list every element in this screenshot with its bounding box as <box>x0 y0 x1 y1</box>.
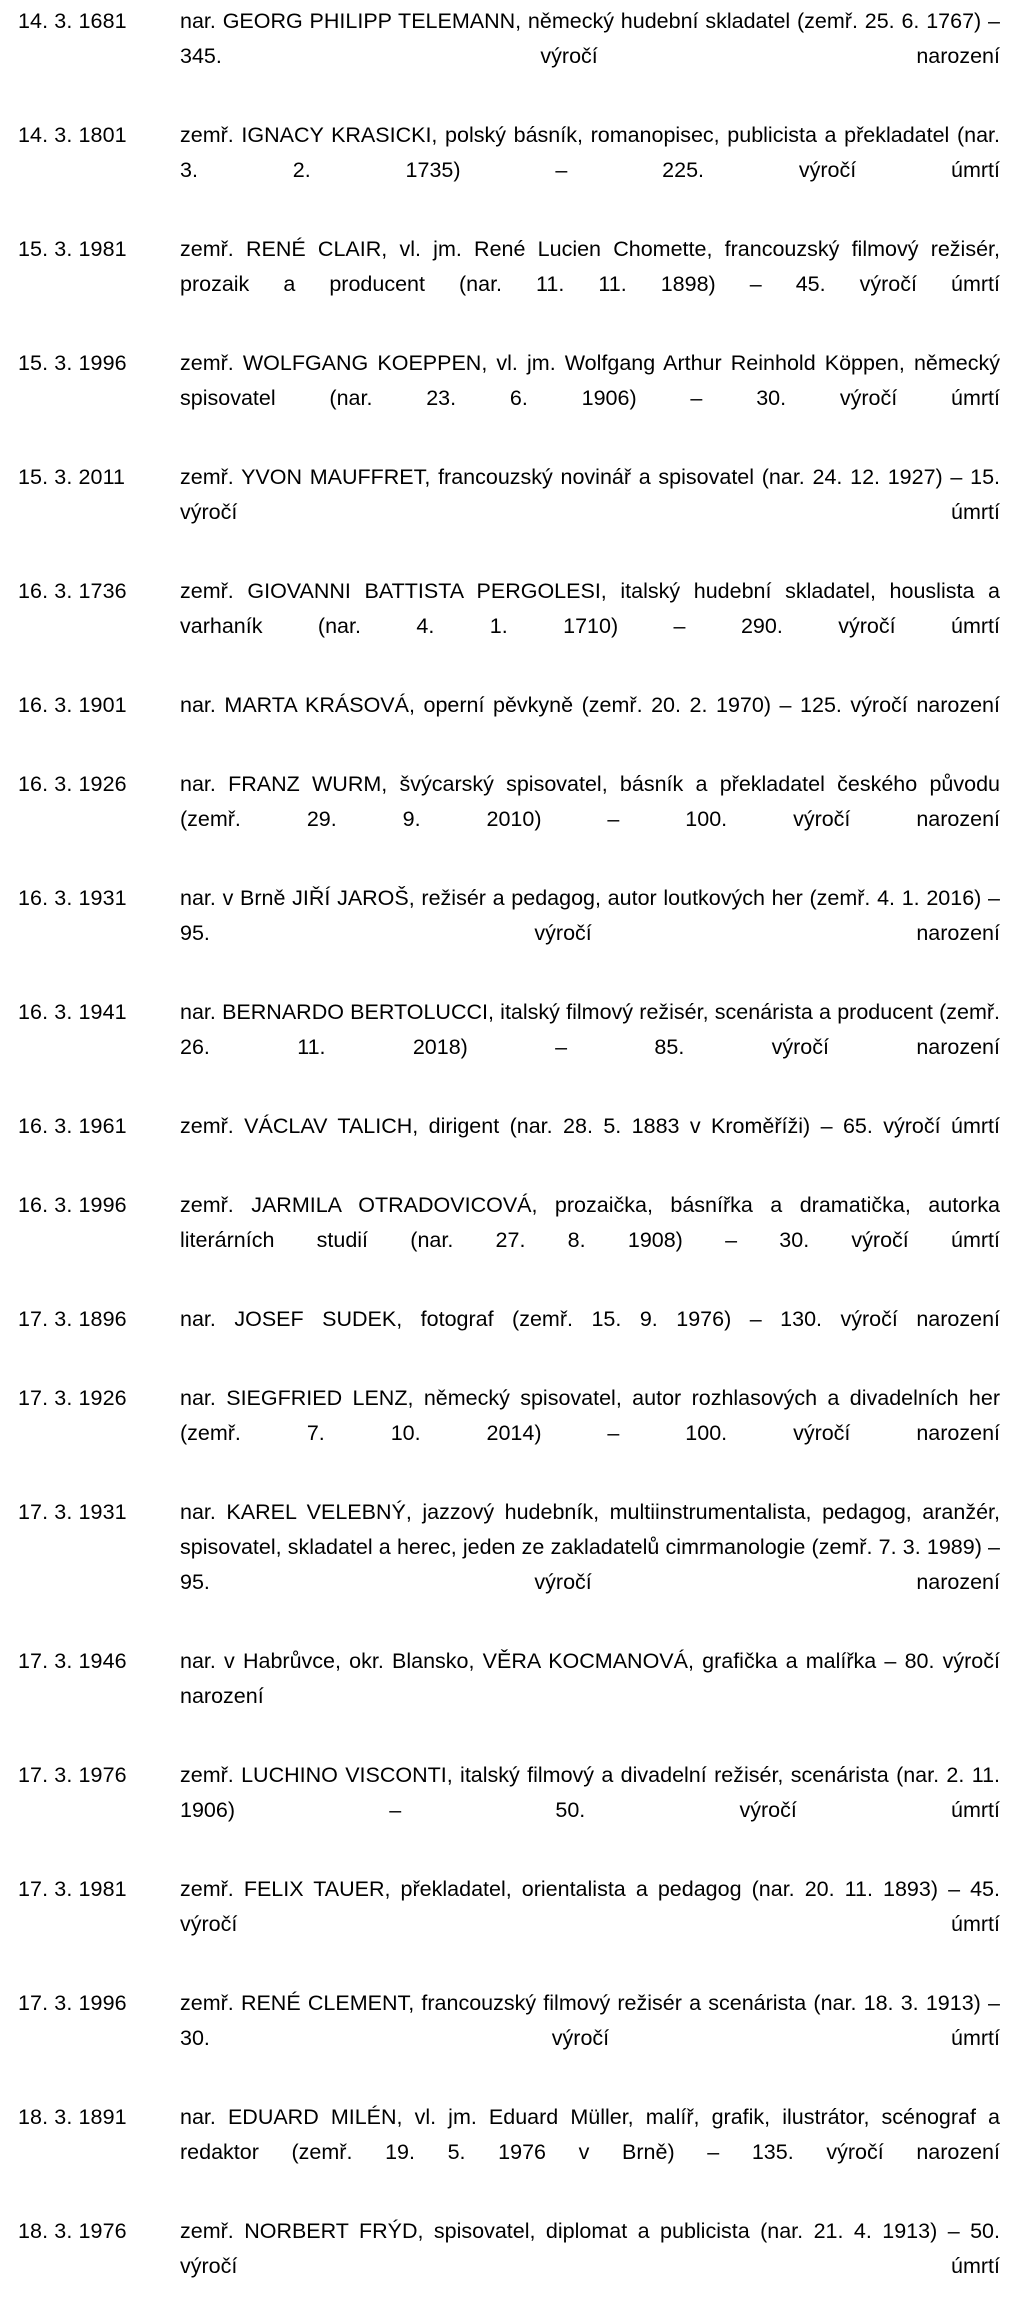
anniversary-entry <box>18 1302 1000 1372</box>
entry-date: 17. 3. 1996 <box>18 1991 127 2015</box>
anniversary-entry <box>18 881 1000 986</box>
entry-description: nar. SIEGFRIED LENZ, německý spisovatel, autor rozhlasových a divadelních her (zemř. 7. 10. 2014) – 100. výročí narození <box>180 1386 1000 1445</box>
entry-date: 18. 3. 1891 <box>18 2105 127 2129</box>
entry-description: nar. BERNARDO BERTOLUCCI, italský filmový režisér, scenárista a producent (zemř. 26. 11. 2018) – 85. výročí narození <box>180 1000 1000 1059</box>
entry-date: 14. 3. 1801 <box>18 123 127 147</box>
anniversary-entry <box>18 346 1000 451</box>
entry-description: zemř. YVON MAUFFRET, francouzský novinář a spisovatel (nar. 24. 12. 1927) – 15. výročí úmrtí <box>180 465 1000 524</box>
anniversary-entry <box>18 1381 1000 1486</box>
anniversary-entry <box>18 995 1000 1100</box>
anniversary-list <box>18 4 1000 2319</box>
entry-date: 17. 3. 1926 <box>18 1386 127 1410</box>
entry-date: 16. 3. 1941 <box>18 1000 127 1024</box>
entry-date: 16. 3. 1926 <box>18 772 127 796</box>
entry-description: zemř. NORBERT FRÝD, spisovatel, diplomat a publicista (nar. 21. 4. 1913) – 50. výročí úmrtí <box>180 2219 1000 2278</box>
entry-description: zemř. JARMILA OTRADOVICOVÁ, prozaička, básnířka a dramatička, autorka literárních studií (nar. 27. 8. 1908) – 30. výročí úmrtí <box>180 1193 1000 1252</box>
anniversary-entry <box>18 232 1000 337</box>
entry-date: 14. 3. 1681 <box>18 9 127 33</box>
anniversary-entry <box>18 574 1000 679</box>
entry-description: zemř. LUCHINO VISCONTI, italský filmový a divadelní režisér, scenárista (nar. 2. 11. 1906) – 50. výročí úmrtí <box>180 1763 1000 1822</box>
anniversary-entry <box>18 2214 1000 2319</box>
entry-description: nar. v Habrůvce, okr. Blansko, VĚRA KOCMANOVÁ, grafička a malířka – 80. výročí narození <box>180 1649 1000 1708</box>
entry-date: 15. 3. 1996 <box>18 351 127 375</box>
entry-date: 18. 3. 1976 <box>18 2219 127 2243</box>
entry-description: nar. GEORG PHILIPP TELEMANN, německý hudební skladatel (zemř. 25. 6. 1767) – 345. výročí narození <box>180 9 1000 68</box>
anniversary-entry <box>18 460 1000 565</box>
entry-description: nar. FRANZ WURM, švýcarský spisovatel, básník a překladatel českého původu (zemř. 29. 9. 2010) – 100. výročí narození <box>180 772 1000 831</box>
entry-description: nar. MARTA KRÁSOVÁ, operní pěvkyně (zemř. 20. 2. 1970) – 125. výročí narození <box>180 693 1000 717</box>
entry-description: nar. KAREL VELEBNÝ, jazzový hudebník, multiinstrumentalista, pedagog, aranžér, spisovatel, skladatel a herec, jeden ze zakladatelů cimrmanologie (zemř. 7. 3. 1989) – 95. výročí narození <box>180 1500 1000 1594</box>
entry-description: zemř. WOLFGANG KOEPPEN, vl. jm. Wolfgang Arthur Reinhold Köppen, německý spisovatel (nar. 23. 6. 1906) – 30. výročí úmrtí <box>180 351 1000 410</box>
anniversary-entry <box>18 118 1000 223</box>
entry-description: zemř. FELIX TAUER, překladatel, orientalista a pedagog (nar. 20. 11. 1893) – 45. výročí úmrtí <box>180 1877 1000 1936</box>
anniversary-entry <box>18 1109 1000 1179</box>
anniversary-entry <box>18 2100 1000 2205</box>
entry-description: nar. v Brně JIŘÍ JAROŠ, režisér a pedagog, autor loutkových her (zemř. 4. 1. 2016) – 95. výročí narození <box>180 886 1000 945</box>
entry-description: zemř. VÁCLAV TALICH, dirigent (nar. 28. 5. 1883 v Kroměříži) – 65. výročí úmrtí <box>180 1114 1000 1138</box>
entry-date: 17. 3. 1981 <box>18 1877 127 1901</box>
anniversary-entry <box>18 1758 1000 1863</box>
anniversary-entry <box>18 767 1000 872</box>
anniversary-entry <box>18 1495 1000 1635</box>
anniversary-entry <box>18 1986 1000 2091</box>
entry-date: 16. 3. 1901 <box>18 693 127 717</box>
entry-date: 16. 3. 1961 <box>18 1114 127 1138</box>
anniversary-entry <box>18 688 1000 758</box>
entry-date: 17. 3. 1931 <box>18 1500 127 1524</box>
anniversary-entry <box>18 1188 1000 1293</box>
anniversary-entry <box>18 1872 1000 1977</box>
entry-description: zemř. IGNACY KRASICKI, polský básník, romanopisec, publicista a překladatel (nar. 3. 2. 1735) – 225. výročí úmrtí <box>180 123 1000 182</box>
entry-description: zemř. GIOVANNI BATTISTA PERGOLESI, italský hudební skladatel, houslista a varhaník (nar. 4. 1. 1710) – 290. výročí úmrtí <box>180 579 1000 638</box>
anniversary-entry <box>18 4 1000 109</box>
entry-date: 16. 3. 1736 <box>18 579 127 603</box>
entry-date: 17. 3. 1896 <box>18 1307 127 1331</box>
anniversary-entry <box>18 1644 1000 1749</box>
entry-description: zemř. RENÉ CLAIR, vl. jm. René Lucien Chomette, francouzský filmový režisér, prozaik a producent (nar. 11. 11. 1898) – 45. výročí úmrtí <box>180 237 1000 296</box>
entry-date: 16. 3. 1931 <box>18 886 127 910</box>
entry-description: nar. EDUARD MILÉN, vl. jm. Eduard Müller, malíř, grafik, ilustrátor, scénograf a redaktor (zemř. 19. 5. 1976 v Brně) – 135. výročí narození <box>180 2105 1000 2164</box>
entry-description: zemř. RENÉ CLEMENT, francouzský filmový režisér a scenárista (nar. 18. 3. 1913) – 30. výročí úmrtí <box>180 1991 1000 2050</box>
entry-date: 17. 3. 1946 <box>18 1649 127 1673</box>
entry-date: 15. 3. 1981 <box>18 237 127 261</box>
entry-date: 16. 3. 1996 <box>18 1193 127 1217</box>
entry-date: 17. 3. 1976 <box>18 1763 127 1787</box>
entry-description: nar. JOSEF SUDEK, fotograf (zemř. 15. 9. 1976) – 130. výročí narození <box>180 1307 1000 1331</box>
entry-date: 15. 3. 2011 <box>18 465 126 489</box>
